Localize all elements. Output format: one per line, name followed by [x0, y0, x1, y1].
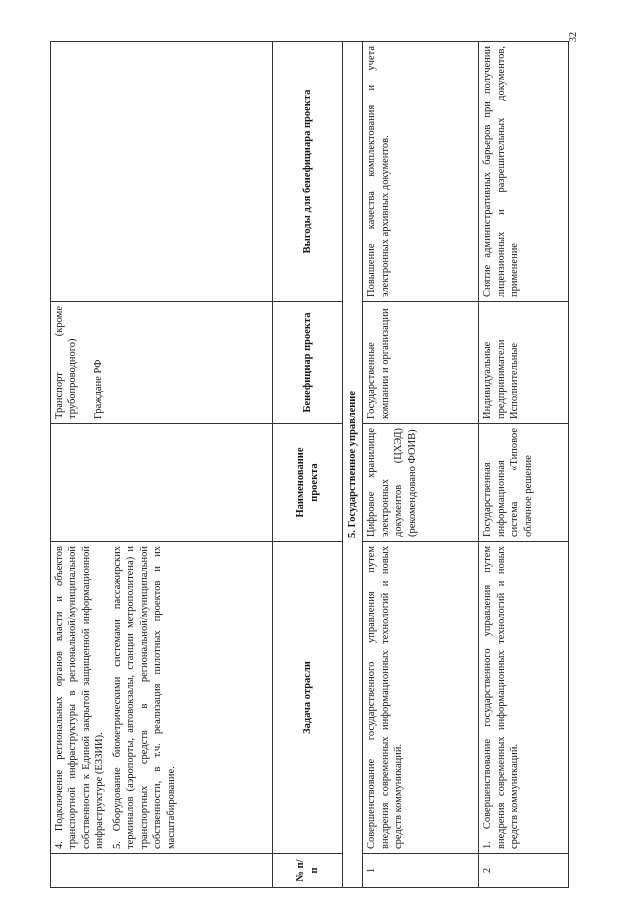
task-item: 4. Подключение региональных органов власти и объектов транспортной инфраструктуры в региональной/муниципальной собственности к Единой закрытой защищенной информационной инфраструктуре (ЕЗЗИИ). [54, 546, 106, 849]
beneficiary-item: Граждане РФ [92, 359, 104, 419]
row-task: Совершенствование государственного управления путем внедрения современных информационных технологий и новых средств коммуникаций. [363, 542, 479, 854]
row-benefits: Снятие административных барьеров при получении лицензионных и разрешительных документов, применение [479, 42, 569, 302]
header-num: № п/п [273, 854, 343, 888]
projects-table [50, 41, 569, 888]
page-number: 32 [568, 32, 579, 42]
section-title: 5. Государственное управление [343, 42, 363, 888]
header-row [273, 42, 343, 888]
row-task: 1. Совершенствование государственного управления путем внедрения современных информационных технологий и новых средств коммуникаций. [479, 542, 569, 854]
table-row [363, 42, 479, 888]
header-task: Задача отрасли [273, 542, 343, 854]
continuation-project-cell [51, 424, 273, 542]
row-project-name: Цифровое хранилище электронных документов (ЦХЭД) (рекомендовано ФОИВ) [363, 424, 479, 542]
rotated-page-content [50, 42, 568, 888]
row-num: 2 [479, 854, 569, 888]
continuation-row [51, 42, 273, 888]
continuation-benefits-cell [51, 42, 273, 302]
section-row [343, 42, 363, 888]
continuation-task-cell [51, 542, 273, 854]
row-num: 1 [363, 854, 479, 888]
row-beneficiary: Индивидуальные предприниматели Исполнительные [479, 302, 569, 424]
row-project-name: Государственная информационная система «Типовое облачное решение [479, 424, 569, 542]
continuation-num-cell [51, 854, 273, 888]
row-benefits: Повышение качества комплектования и учета электронных архивных документов. [363, 42, 479, 302]
row-beneficiary: Государственные компании и организации [363, 302, 479, 424]
header-benefits: Выгоды для бенефициара проекта [273, 42, 343, 302]
beneficiary-item: Транспорт (кроме трубопроводного) [54, 306, 79, 419]
header-beneficiary: Бенефициар проекта [273, 302, 343, 424]
task-item: 5. Оборудование биометрическими системами пассажирских терминалов (аэропорты, автовокзалы, станции метрополитена) и транспортных средств в региональной/муниципальной собственности, в т.ч. реализация пилотных проектов и их масштабирование. [111, 546, 177, 849]
continuation-beneficiary-cell [51, 302, 273, 424]
table-row [479, 42, 569, 888]
header-project-name: Наименование проекта [273, 424, 343, 542]
